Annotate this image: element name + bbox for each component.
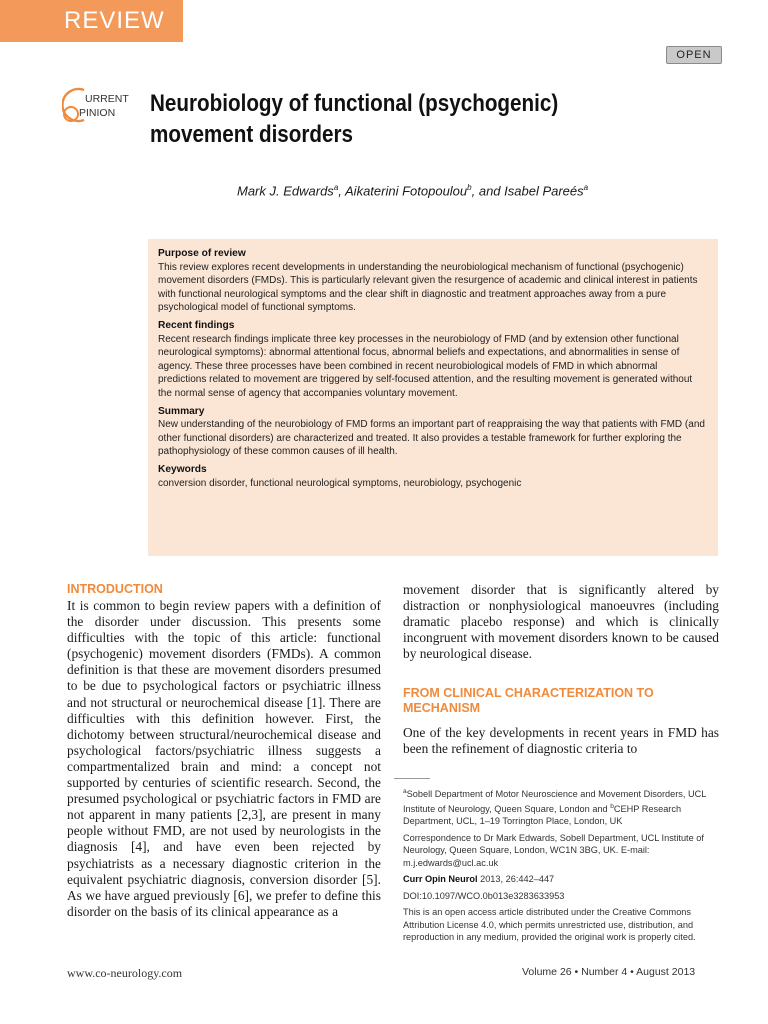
author-affiliation: a	[583, 183, 589, 192]
keywords-heading: Keywords	[158, 463, 207, 475]
author-affiliation: a	[333, 183, 339, 192]
author-affiliation: b	[467, 183, 472, 192]
findings-heading: Recent findings	[158, 319, 235, 331]
clinical-heading-line-2: MECHANISM	[403, 701, 481, 715]
article-info	[403, 786, 721, 948]
introduction-paragraph: It is common to begin review papers with a definition of the disorder under discussion. This presents some difficulties with the topic of this article: functional (psychogenic) movement disorders (FMDs). A common definition is that these are movement disorders presumed to be due to psychological factors or psychiatric illness and not structural or neurochemical disease [1]. There are difficulties with this definition however. First, the dichotomy between structural/neurochemical disease and psychological factors/psychiatric illness suggests a compartmentalized brain and mind: a concept not supported by centuries of scientific research. Second, the presumed psychological or psychiatric factors in FMD are not apparent in many patients [2,3], are present in many people without FMD, are not used by neurologists in the diagnosis [4], and have even been rejected by psychiatrists as a necessary diagnostic criterion in the equivalent psychiatric diagnosis, conversion disorder [5]. As we have argued previously [6], we prefer to define this disorder on the basis of its clinical appearance as a	[67, 598, 381, 919]
abstract-purpose	[158, 247, 708, 315]
clinical-body	[403, 725, 719, 757]
section-tab: REVIEW	[0, 0, 183, 42]
footnote-divider	[394, 778, 430, 779]
abstract-findings	[158, 319, 708, 401]
article-title	[150, 88, 632, 150]
introduction-body	[67, 598, 381, 920]
introduction-continued	[403, 582, 719, 662]
author-separator: , and	[471, 183, 505, 199]
author-name: Mark J. Edwards	[237, 183, 334, 199]
author-name: Isabel Pareés	[504, 183, 584, 199]
citation	[403, 873, 721, 886]
purpose-text: This review explores recent developments in understanding the neurobiological mechanism of functional (psychogenic) movement disorders (FMDs). This is particularly relevant given the resurgence of academic and clinical interest in patients with functional neurological symptoms and the clear shift in diagnostic and treatment approaches away from a pure psychological model of functional symptoms.	[158, 261, 698, 314]
author-name: Aikaterini Fotopoulou	[345, 183, 468, 199]
logo-line1: URRENT	[85, 93, 129, 105]
aff-b-marker: b	[610, 802, 614, 810]
aff-b-text: CEHP Research Department, UCL, 1–19 Torrington Place, London, UK	[403, 803, 682, 827]
aff-a-text: Sobell Department of Motor Neuroscience and Movement Disorders, UCL Institute of Neurology, Queen Square, London and	[403, 789, 707, 814]
purpose-heading: Purpose of review	[158, 248, 246, 259]
clinical-paragraph: One of the key developments in recent years in FMD has been the refinement of diagnostic criteria to	[403, 725, 719, 757]
introduction-heading: INTRODUCTION	[67, 582, 163, 596]
abstract-summary	[158, 405, 708, 459]
issue-info: Volume 26 • Number 4 • August 2013	[522, 966, 696, 978]
doi: DOI:10.1097/WCO.0b013e3283633953	[403, 890, 565, 901]
introduction-paragraph-cont: movement disorder that is significantly altered by distraction or nonphysiological manoeuvres (including dramatic placebo response) and which is clinically incongruent with movement disorders known to be caused by neurological disease.	[403, 582, 719, 662]
title-line-1: Neurobiology of functional (psychogenic)	[150, 90, 559, 117]
journal-citation: 2013, 26:442–447	[477, 874, 555, 885]
open-access-badge: OPEN	[666, 46, 722, 64]
logo-line2: PINION	[79, 107, 116, 119]
correspondence: Correspondence to Dr Mark Edwards, Sobell Department, UCL Institute of Neurology, Queen Square, London, WC1N 3BG, UK. E-mail: m.j.edwards@ucl.ac.uk	[403, 832, 704, 868]
aff-a-marker: a	[403, 788, 407, 795]
author-list	[237, 183, 588, 198]
summary-heading: Summary	[158, 405, 205, 417]
journal-name: Curr Opin Neurol	[403, 874, 478, 885]
journal-url: www.co-neurology.com	[67, 966, 183, 980]
license: This is an open access article distributed under the Creative Commons Attribution License 4.0, which permits unrestricted use, distribution, and reproduction in any medium, provided the original work is properly cited.	[403, 907, 696, 943]
summary-text: New understanding of the neurobiology of FMD forms an important part of reappraising the way that patients with FMD (and other functional disorders) are characterized and treated. It also provides a testable framework for further exploring the pathophysiology of these common causes of ill health.	[158, 419, 705, 458]
affiliations	[403, 786, 721, 828]
author-separator: ,	[338, 183, 346, 199]
title-line-2: movement disorders	[150, 121, 354, 148]
current-opinion-logo-icon	[62, 84, 132, 126]
clinical-characterization-heading	[403, 686, 723, 716]
abstract-box	[148, 239, 718, 556]
findings-text: Recent research findings implicate three key processes in the neurobiology of FMD (and by extension other functional neurological symptoms): abnormal attentional focus, abnormal beliefs and expectations, and abnormalities in sense of agency. These three processes have been combined in recent neurobiological models of FMD in which abnormal predictions related to movement are triggered by self-focused attention, and the resulting movement is generated without the normal sense of agency that accompanies voluntary movement.	[158, 333, 693, 399]
clinical-heading-line-1: FROM CLINICAL CHARACTERIZATION TO	[403, 686, 654, 700]
abstract-keywords	[158, 463, 708, 490]
keywords-text: conversion disorder, functional neurological symptoms, neurobiology, psychogenic	[158, 477, 522, 489]
